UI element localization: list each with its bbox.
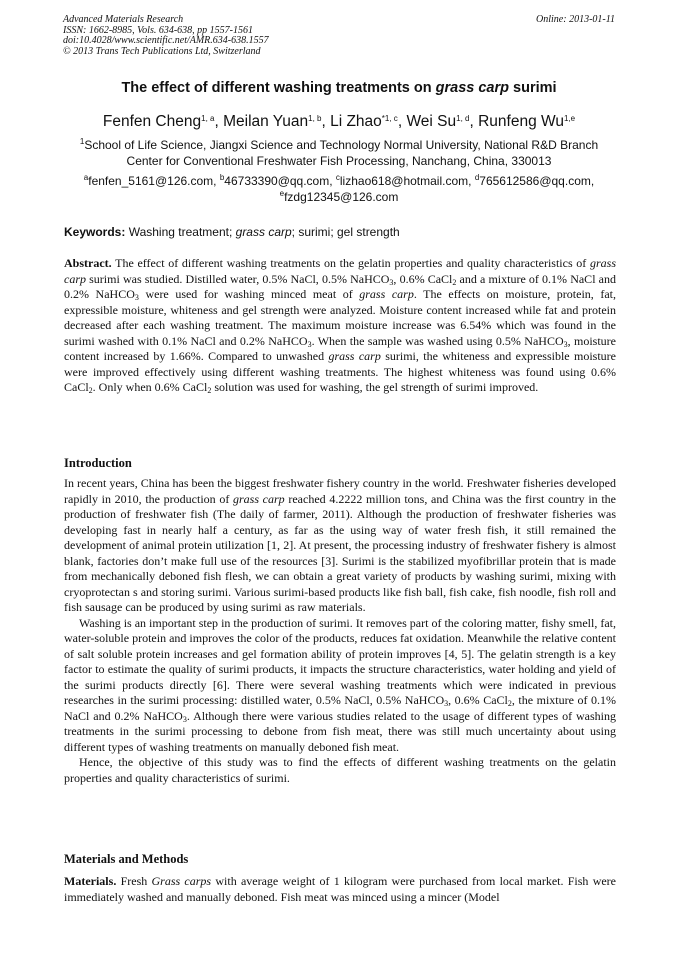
paragraph-text: , the mixture of 0.1% NaCl and 0.2% NaHCO bbox=[64, 693, 617, 723]
subscript: 3 bbox=[563, 339, 568, 349]
abstract-text: . When the sample was washed using 0.5% NaHCO bbox=[311, 333, 564, 348]
subscript: 3 bbox=[134, 293, 139, 302]
paragraph: Hence, the objective of this study was to find the effects of different washing treatments on the gelatin properties and quality characteristics of surimi. bbox=[64, 755, 616, 785]
keywords-italic: grass carp bbox=[235, 225, 292, 239]
email-c: lizhao618@hotmail.com, bbox=[339, 174, 475, 188]
abstract-text: , 0.6% CaCl bbox=[393, 271, 453, 286]
email-mark: c bbox=[335, 173, 340, 182]
author-affil-mark: 1, b bbox=[308, 114, 322, 123]
abstract bbox=[64, 256, 616, 396]
paragraph-text: reached 4.2222 million tons, and China was the first country in the production of freshwater fish (The daily of farmer, 2011). Although the production of freshwater fisheries was developing fast in nearly half a century, as far as the using way of water fresh fish, it still remained the development of animal protein utilization [1, 2]. At present, the processing industry of freshwater fishery is almost blank, factories don’t make full use of the resources [3]. Surimi is the stabilized myofibrillar protein that is made from mechanically deboned fish flesh, we can obtain a great variety of products by washing surimi, mixing with cryoprotectan s and storing surimi. Various surimi-based products like fish ball, fish cake, fish noodle, fish roll and fish sausage can be produced by using surimi as raw materials. bbox=[64, 491, 616, 614]
subscript: 2 bbox=[452, 277, 457, 287]
issn-line: ISSN: 1662-8985, Vols. 634-638, pp 1557-1561 bbox=[63, 24, 253, 36]
abstract-text: solution was used for washing, the gel strength of surimi improved. bbox=[211, 380, 539, 394]
paragraph-italic: grass carp bbox=[233, 491, 285, 506]
abstract-italic: grass carp bbox=[359, 287, 414, 301]
author-sep: , bbox=[214, 113, 224, 130]
abstract-text: The effect of different washing treatments on the gelatin properties and quality characteristics of bbox=[111, 256, 590, 270]
paragraph-text: with average weight of 1 kilogram were purchased from local market. Fish were immediately washed and manually deboned. Fish meat was minced using a mincer (Model bbox=[64, 874, 617, 904]
email-mark: d bbox=[474, 173, 480, 182]
affiliation-line-1 bbox=[50, 138, 628, 154]
author-name: Fenfen Cheng bbox=[102, 113, 202, 130]
abstract-text: and a mixture of 0.1% NaCl and 0.2% NaHCO bbox=[64, 271, 616, 301]
author-affil-mark: 1, d bbox=[456, 114, 470, 123]
paragraph-text: Fresh bbox=[116, 874, 152, 888]
abstract-italic: grass carp bbox=[64, 256, 616, 286]
abstract-text: , moisture content increased by 1.66%. Compared to unwashed bbox=[64, 333, 616, 363]
methods-body bbox=[64, 874, 616, 905]
email-e: fzdg12345@126.com bbox=[284, 189, 399, 204]
author-affil-mark: 1,e bbox=[563, 114, 576, 123]
methods-label: Materials. bbox=[64, 874, 117, 888]
subscript: 3 bbox=[307, 339, 312, 349]
paragraph-text: . Although there were various studies related to the usage of different types of washing treatments in the surimi processing to debone from fish meat, there was still much uncertainty about using different types of washing treatments on manually deboned fish meat. bbox=[64, 708, 616, 754]
doi-line: doi:10.4028/www.scientific.net/AMR.634-638.1557 bbox=[63, 35, 269, 46]
author-name: Li Zhao bbox=[330, 113, 382, 130]
copyright-line: © 2013 Trans Tech Publications Ltd, Switzerland bbox=[63, 45, 261, 57]
keywords bbox=[64, 225, 616, 239]
abstract-italic: grass carp bbox=[328, 349, 381, 363]
author-sep: , bbox=[321, 113, 331, 130]
affiliation bbox=[50, 138, 628, 169]
section-heading-introduction: Introduction bbox=[64, 456, 132, 470]
email-mark: a bbox=[83, 173, 89, 182]
author-name: Runfeng Wu bbox=[478, 113, 564, 130]
subscript: 2 bbox=[507, 699, 512, 708]
subscript: 2 bbox=[207, 386, 212, 395]
author-affil-mark: *1, c bbox=[381, 114, 398, 123]
title-text: The effect of different washing treatments on bbox=[121, 80, 436, 96]
keywords-text: Washing treatment; bbox=[125, 225, 236, 239]
section-heading-methods: Materials and Methods bbox=[64, 852, 189, 866]
abstract-text: . The effects on moisture, protein, fat, expressible moisture, whiteness and gel strength were analyzed. Moisture content increased while fat and protein decreased after each washing treatment. The maximum moisture increase was 6.54% which was found in the surimi washed with 0.1% NaCl and 0.2% NaHCO bbox=[64, 287, 616, 348]
paragraph-text: In recent years, China has been the biggest freshwater fishery country in the world. Freshwater fisheries developed rapidly in 2010, the production of bbox=[64, 476, 616, 506]
affiliation-text: School of Life Science, Jiangxi Science and Technology Normal University, National R&D Branch bbox=[84, 138, 599, 152]
abstract-text: . Only when 0.6% CaCl bbox=[92, 380, 208, 394]
abstract-text: were used for washing minced meat of bbox=[138, 287, 360, 301]
email-a: fenfen_5161@126.com, bbox=[88, 174, 220, 188]
author-sep: , bbox=[469, 113, 479, 130]
journal-name: Advanced Materials Research bbox=[63, 14, 184, 25]
affiliation-line-2: Center for Conventional Freshwater Fish Processing, Nanchang, China, 330013 bbox=[126, 153, 552, 168]
subscript: 3 bbox=[389, 277, 394, 287]
paragraph-text: , 0.6% CaCl bbox=[448, 693, 508, 707]
email-mark: b bbox=[219, 173, 225, 182]
author-sep: , bbox=[397, 113, 407, 130]
introduction-body bbox=[64, 476, 616, 786]
journal-header bbox=[63, 15, 269, 57]
paragraph-text: Washing is an important step in the production of surimi. It removes part of the coloring matter, fishy smell, fat, water-soluble protein and improves the color of the products, reduces fat oxidation. Meanwhile the relative content of salt soluble protein increases and gel formation ability of protein improves [4, 5]. The gelatin strength is a key factor to estimate the quality of surimi products, it impacts the structure characteristics, water holding and yield of the surimi products directly [6]. There were several washing treatments which were indicated in previous researches in the surimi processing: distilled water, 0.5% NaCl, 0.5% NaHCO bbox=[64, 615, 616, 707]
online-date: Online: 2013-01-11 bbox=[536, 14, 615, 25]
abstract-text: surimi, the whiteness and expressible moisture were improved effectively using different washing treatments. The highest whiteness was found using 0.6% CaCl bbox=[64, 349, 616, 394]
affiliation-mark: 1 bbox=[79, 137, 85, 146]
title-suffix: surimi bbox=[509, 80, 557, 96]
paragraph bbox=[64, 476, 616, 616]
subscript: 3 bbox=[182, 714, 187, 724]
author-emails bbox=[50, 174, 628, 205]
abstract-text: surimi was studied. Distilled water, 0.5% NaCl, 0.5% NaHCO bbox=[86, 271, 390, 286]
paper-title bbox=[40, 80, 638, 96]
author-list bbox=[30, 113, 648, 131]
title-italic: grass carp bbox=[435, 80, 509, 96]
paragraph-italic: Grass carps bbox=[151, 874, 212, 888]
author-name: Wei Su bbox=[406, 113, 457, 130]
author-affil-mark: 1, a bbox=[201, 114, 215, 123]
keywords-text: ; surimi; gel strength bbox=[291, 225, 400, 239]
email-mark: e bbox=[279, 188, 285, 198]
email-d: 765612586@qq.com, bbox=[479, 174, 595, 188]
subscript: 3 bbox=[444, 699, 449, 708]
author-name: Meilan Yuan bbox=[223, 113, 309, 130]
abstract-label: Abstract. bbox=[64, 256, 112, 270]
paragraph bbox=[64, 616, 616, 756]
subscript: 2 bbox=[88, 386, 93, 395]
keywords-label: Keywords: bbox=[64, 225, 126, 239]
email-b: 46733390@qq.com, bbox=[224, 174, 336, 188]
